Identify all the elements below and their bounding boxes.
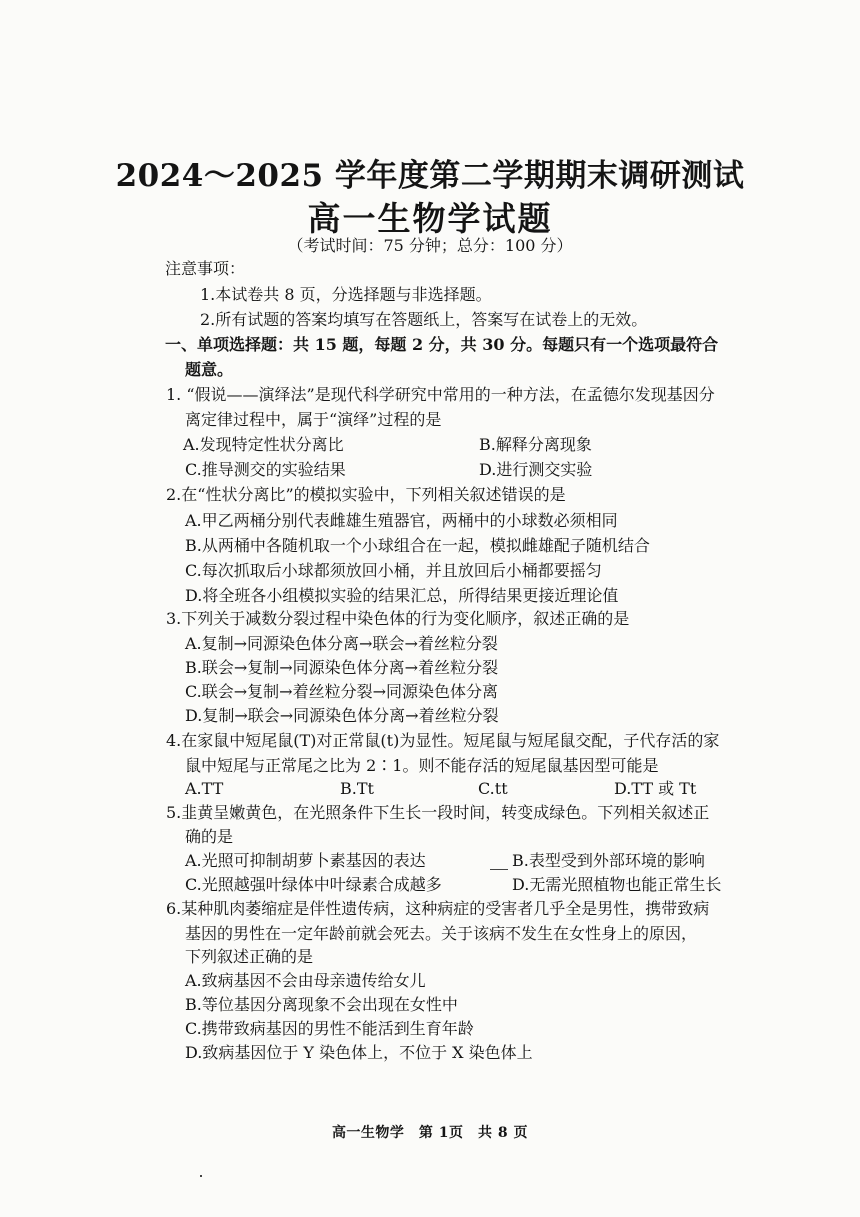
question-6-stem-cont2: 下列叙述正确的是 [185,947,314,966]
question-5-stem-cont: 确的是 [185,827,234,846]
question-4-option-b: B.Tt [340,779,374,798]
section-heading-cont: 题意。 [185,360,234,379]
exam-title: 2024～2025 学年度第二学期期末调研测试 [115,158,745,194]
question-3-stem: 3.下列关于减数分裂过程中染色体的行为变化顺序，叙述正确的是 [166,609,630,628]
question-1-option-b: B.解释分离现象 [479,435,592,454]
question-2-option-d: D.将全班各小组模拟实验的结果汇总，所得结果更接近理论值 [185,586,619,605]
question-4-stem-cont: 鼠中短尾与正常尾之比为 2∶1。则不能存活的短尾鼠基因型可能是 [185,756,659,775]
exam-info: （考试时间：75 分钟；总分：100 分） [287,236,573,255]
question-6-stem-cont: 基因的男性在一定年龄前就会死去。关于该病不发生在女性身上的原因， [185,924,698,943]
subject-title: 高一生物学试题 [307,199,553,238]
question-4-stem: 4.在家鼠中短尾鼠(T)对正常鼠(t)为显性。短尾鼠与短尾鼠交配，子代存活的家 [166,731,720,750]
question-6-option-d: D.致病基因位于 Y 染色体上，不位于 X 染色体上 [185,1043,533,1062]
scan-dot [200,1175,202,1177]
question-6-option-c: C.携带致病基因的男性不能活到生育年龄 [185,1019,474,1038]
question-3-option-d: D.复制→联会→同源染色体分离→着丝粒分裂 [185,706,499,725]
question-3-option-a: A.复制→同源染色体分离→联会→着丝粒分裂 [185,634,498,653]
question-1-option-a: A.发现特定性状分离比 [183,435,344,454]
question-6-option-b: B.等位基因分离现象不会出现在女性中 [185,995,458,1014]
question-1-option-d: D.进行测交实验 [479,460,593,479]
scan-mark [490,869,508,870]
question-6-stem: 6.某种肌肉萎缩症是伴性遗传病，这种病症的受害者几乎全是男性，携带致病 [166,899,710,918]
question-6-option-a: A.致病基因不会由母亲遗传给女儿 [185,971,426,990]
note-item: 2.所有试题的答案均填写在答题纸上，答案写在试卷上的无效。 [200,310,648,329]
question-4-option-a: A.TT [185,779,224,798]
notes-heading: 注意事项： [165,259,246,278]
question-4-option-c: C.tt [478,779,508,798]
question-3-option-c: C.联会→复制→着丝粒分裂→同源染色体分离 [185,682,498,701]
question-1-option-c: C.推导测交的实验结果 [185,460,346,479]
question-5-option-d: D.无需光照植物也能正常生长 [512,875,722,894]
question-5-option-a: A.光照可抑制胡萝卜素基因的表达 [185,851,426,870]
question-2-stem: 2.在“性状分离比”的模拟实验中，下列相关叙述错误的是 [166,485,566,504]
question-2-option-c: C.每次抓取后小球都须放回小桶，并且放回后小桶都要摇匀 [185,561,602,580]
question-2-option-b: B.从两桶中各随机取一个小球组合在一起，模拟雌雄配子随机结合 [185,536,650,555]
question-4-option-d: D.TT 或 Tt [614,779,697,798]
section-heading: 一、单项选择题：共 15 题，每题 2 分，共 30 分。每题只有一个选项最符合 [165,335,719,354]
question-1-stem-cont: 离定律过程中，属于“演绎”过程的是 [185,410,442,429]
question-3-option-b: B.联会→复制→同源染色体分离→着丝粒分裂 [185,658,499,677]
question-5-stem: 5.韭黄呈嫩黄色，在光照条件下生长一段时间，转变成绿色。下列相关叙述正 [166,803,710,822]
question-5-option-c: C.光照越强叶绿体中叶绿素合成越多 [185,875,442,894]
page-footer: 高一生物学 第 1页 共 8 页 [331,1125,529,1141]
question-2-option-a: A.甲乙两桶分别代表雌雄生殖器官，两桶中的小球数必须相同 [185,511,618,530]
question-5-option-b: B.表型受到外部环境的影响 [512,851,705,870]
question-1-stem: 1. “假说——演绎法”是现代科学研究中常用的一种方法，在孟德尔发现基因分 [166,385,715,404]
note-item: 1.本试卷共 8 页，分选择题与非选择题。 [200,285,492,304]
